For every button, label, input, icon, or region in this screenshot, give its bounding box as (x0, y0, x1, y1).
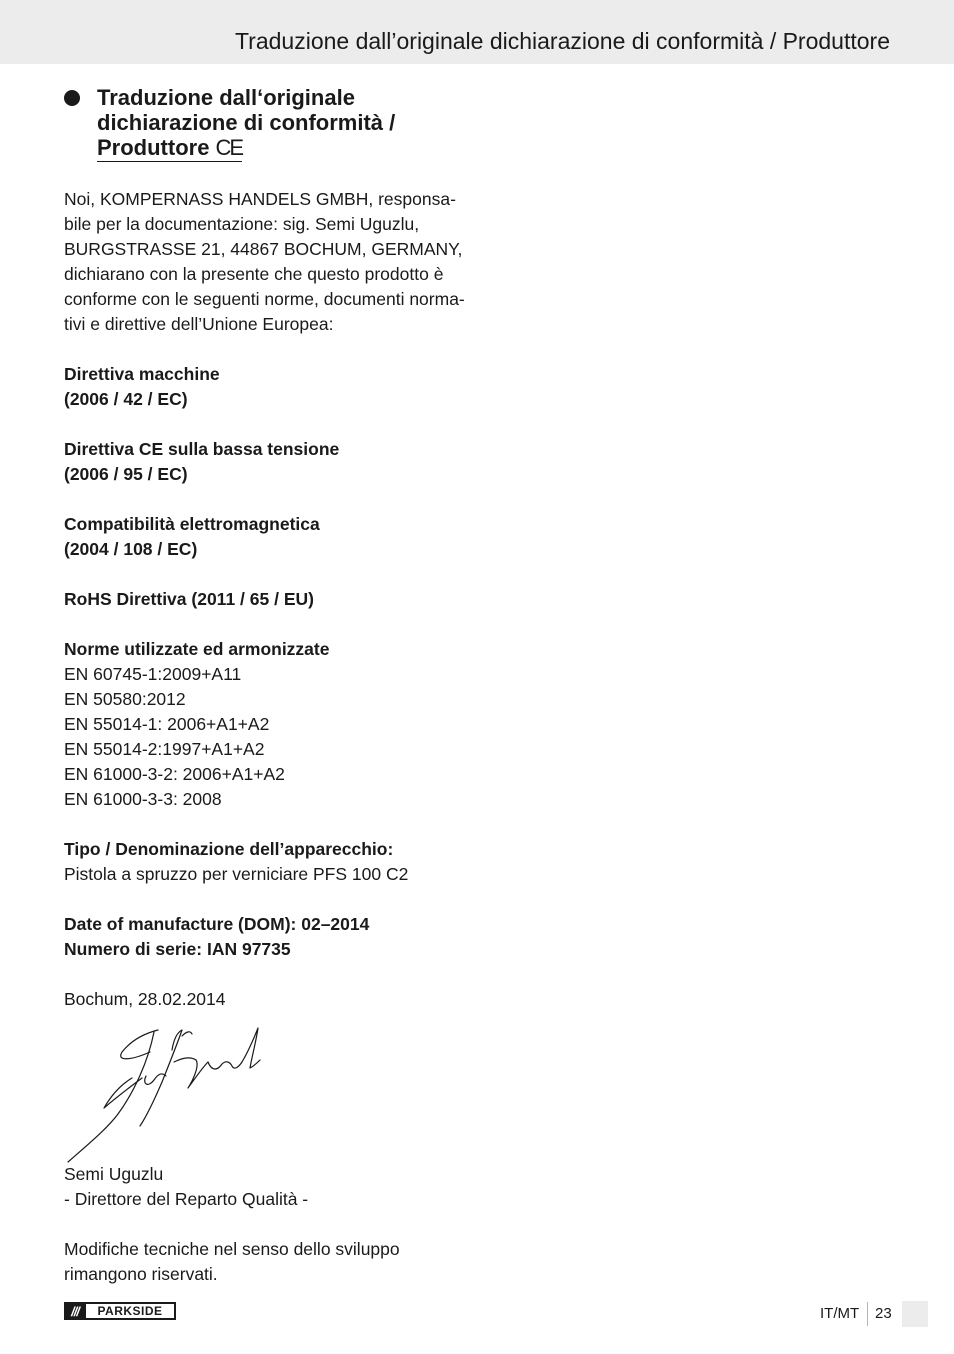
manufacture-date: Date of manufacture (DOM): 02–2014 (64, 914, 370, 934)
page-header-title: Traduzione dall’originale dichiarazione di conformità / Produttore (234, 28, 890, 54)
intro-line: Noi, KOMPERNASS HANDELS GMBH, responsa- (64, 189, 456, 209)
serial-number: Numero di serie: IAN 97735 (64, 939, 291, 959)
section-title-line-3-wrap (97, 135, 242, 162)
standard-item: EN 61000-3-2: 2006+A1+A2 (64, 764, 285, 784)
logo-slashes: /// (71, 1303, 79, 1319)
device-type-value: Pistola a spruzzo per verniciare PFS 100 C2 (64, 864, 409, 884)
page-number: 23 (875, 1305, 892, 1322)
standard-item: EN 60745-1:2009+A11 (64, 664, 242, 684)
directive-machinery-number: (2006 / 42 / EC) (64, 389, 188, 409)
place-date: Bochum, 28.02.2014 (64, 989, 226, 1009)
intro-line: tivi e direttive dell’Unione Europea: (64, 314, 334, 334)
standard-item: EN 61000-3-3: 2008 (64, 789, 222, 809)
standard-item: EN 55014-2:1997+A1+A2 (64, 739, 265, 759)
directive-low-voltage: Direttiva CE sulla bassa tensione (64, 439, 340, 459)
footer-language: IT/MT (820, 1305, 860, 1322)
signatory-name: Semi Uguzlu (64, 1164, 164, 1184)
section-title-line-1: Traduzione dall‘originale (97, 85, 355, 110)
handwritten-signature (62, 1022, 272, 1167)
standard-item: EN 55014-1: 2006+A1+A2 (64, 714, 270, 734)
section-title (97, 85, 477, 162)
directive-emc-number: (2004 / 108 / EC) (64, 539, 198, 559)
standards-heading: Norme utilizzate ed armonizzate (64, 639, 330, 659)
ce-mark-icon: CE (215, 135, 243, 160)
directive-machinery: Direttiva macchine (64, 364, 220, 384)
footer-tab-marker (902, 1301, 928, 1327)
standard-item: EN 50580:2012 (64, 689, 186, 709)
technical-notice-line-2: rimangono riservati. (64, 1264, 218, 1284)
directive-low-voltage-number: (2006 / 95 / EC) (64, 464, 188, 484)
logo-text: PARKSIDE (86, 1304, 174, 1318)
device-type-heading: Tipo / Denominazione dell’apparecchio: (64, 839, 394, 859)
technical-notice-line-1: Modifiche tecniche nel senso dello sviluppo (64, 1239, 400, 1259)
signatory-role: - Direttore del Reparto Qualità - (64, 1189, 309, 1209)
intro-line: bile per la documentazione: sig. Semi Uguzlu, (64, 214, 420, 234)
intro-line: dichiarano con la presente che questo prodotto è (64, 264, 444, 284)
directive-rohs: RoHS Direttiva (2011 / 65 / EU) (64, 589, 314, 609)
section-title-line-3: Produttore (97, 135, 210, 160)
section-bullet-icon (64, 90, 80, 106)
parkside-logo (64, 1302, 176, 1320)
section-title-line-2: dichiarazione di conformità / (97, 110, 396, 135)
directive-emc: Compatibilità elettromagnetica (64, 514, 320, 534)
footer-divider (867, 1302, 868, 1326)
intro-line: conforme con le seguenti norme, documenti norma- (64, 289, 465, 309)
intro-line: BURGSTRASSE 21, 44867 BOCHUM, GERMANY, (64, 239, 463, 259)
